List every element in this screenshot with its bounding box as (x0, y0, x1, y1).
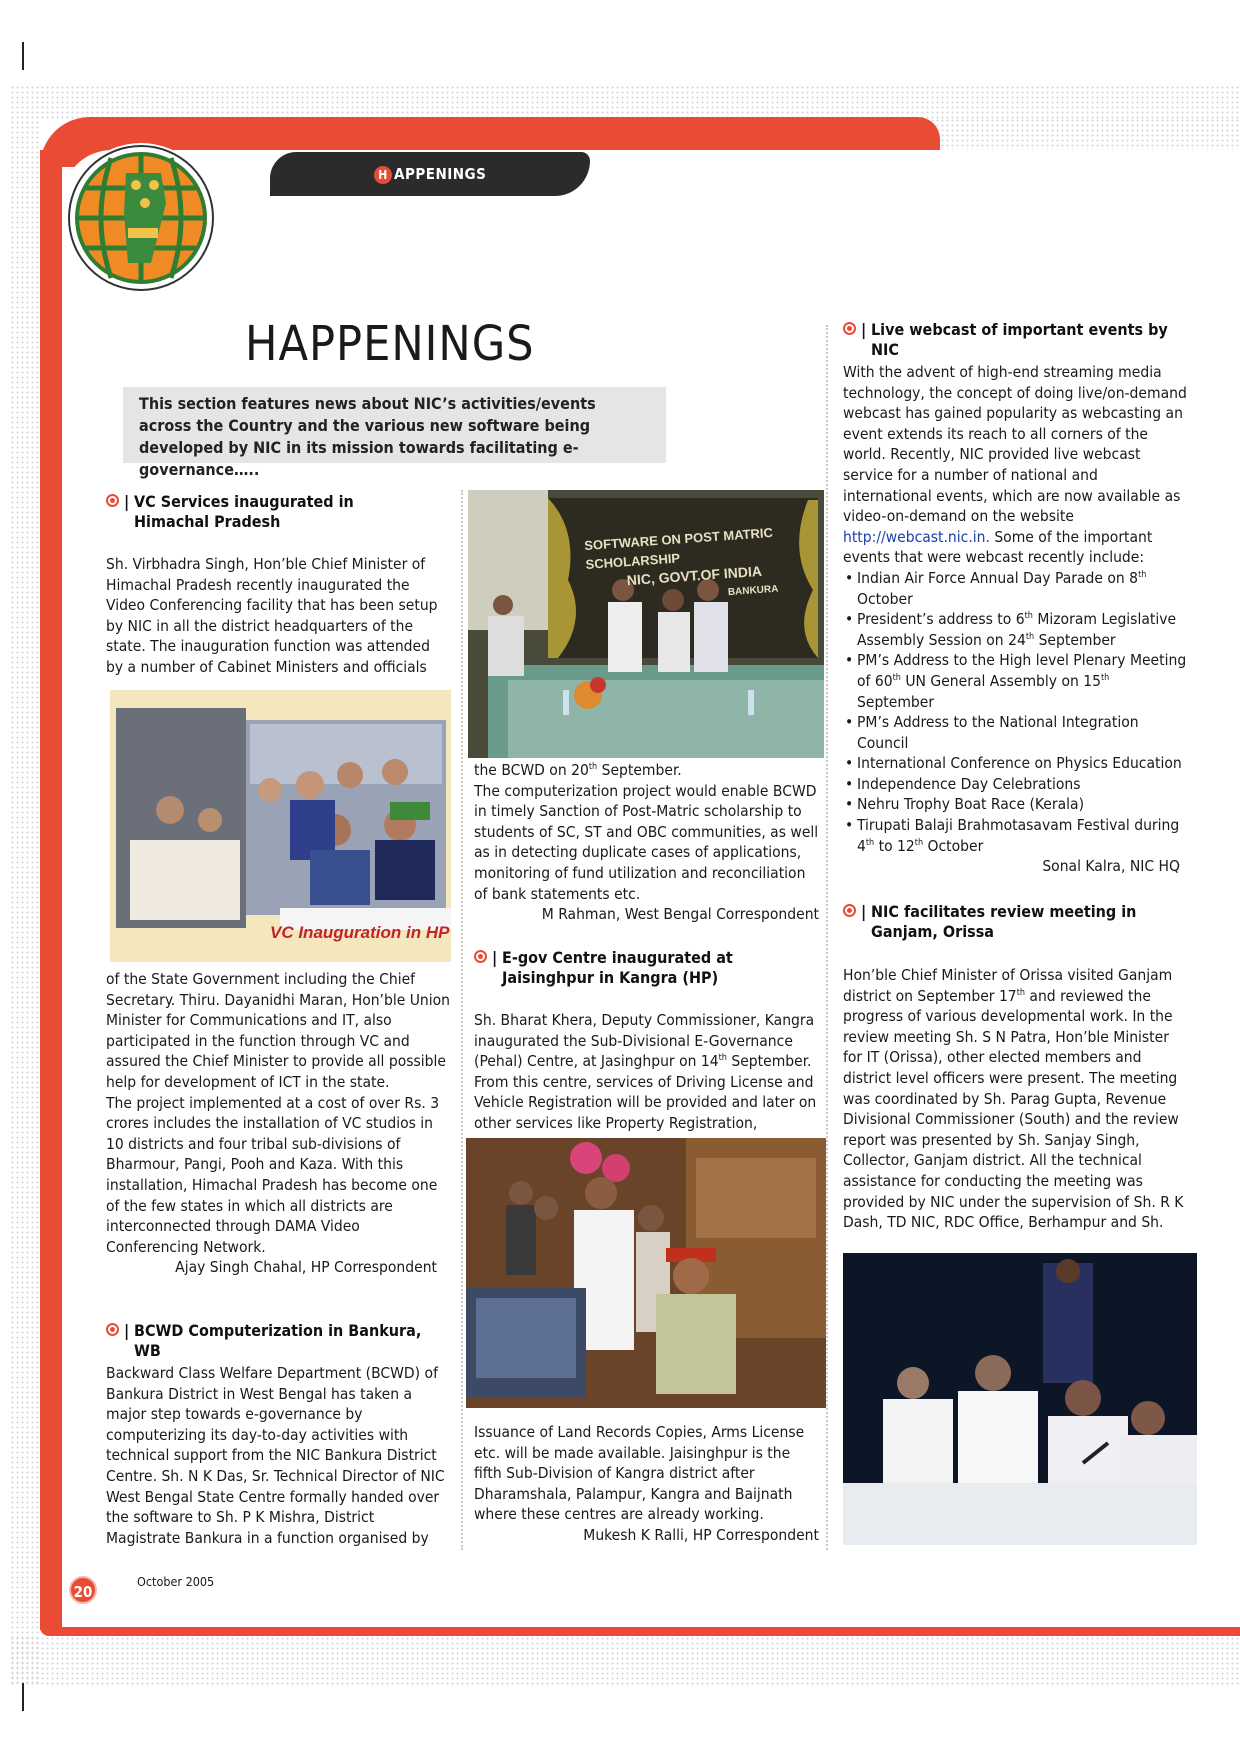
vc-p2: of the State Government including the Chief Secretary. Thiru. Dayanidhi Maran, Hon’ble Union Minister for Communications and IT, also participated in the function through VC and assured the Chief Minister to provide all possible help for development of ICT in the state. (106, 970, 451, 1091)
list-item: • PM’s Address to the National Integration Council (843, 712, 1188, 753)
bcwd-function-photo (468, 490, 824, 758)
heading-bullet-icon (106, 1323, 119, 1336)
dotted-background-top (10, 85, 1240, 120)
dotted-background-bottom (10, 1636, 1240, 1686)
egov-heading: | E-gov Centre inaugurated at Jaisinghpur in Kangra (HP) (474, 948, 824, 988)
intro-box: This section features news about NIC’s activities/events across the Country and the various new software being developed by NIC in its mission towards facilitating e-governance….. (123, 387, 666, 463)
vc-heading: | VC Services inaugurated in Himachal Pradesh (106, 492, 426, 532)
egov-heading-text: E-gov Centre inaugurated at Jaisinghpur in Kangra (HP) (502, 948, 733, 987)
column-separator-1 (461, 490, 463, 1550)
webcast-p1: With the advent of high-end streaming media technology, the concept of doing live/on-demand webcast has gained popularity as webcasting an event extends its reach to all corners of the world. Recently, NIC provided live webcast service for a number of national and international events, which are now available as video-on-demand on the website http://webcast.nic.in. Some of the important events that were webcast recently include: (843, 363, 1187, 567)
heading-bullet-icon (106, 494, 119, 507)
ganjam-heading: | NIC facilitates review meeting in Ganjam, Orissa (843, 902, 1188, 942)
vc-byline: Ajay Singh Chahal, HP Correspondent (175, 1258, 437, 1277)
tab-label-text: APPENINGS (394, 165, 487, 183)
bcwd-banner (584, 520, 819, 612)
heading-bullet-icon (843, 322, 856, 335)
vc-photo-caption: VC Inauguration in HP (270, 923, 450, 942)
webcast-paragraph (843, 362, 1188, 877)
egov-paragraph-2 (474, 1422, 819, 1546)
ganjam-meeting-photo (843, 1253, 1197, 1545)
list-item: • Independence Day Celebrations (843, 774, 1188, 795)
list-item: • Indian Air Force Annual Day Parade on 8th October (843, 568, 1188, 609)
bcwd-p3: The computerization project would enable BCWD in timely Sanction of Post-Matric scholarship to students of SC, ST and OBC communities, as well as in detecting duplicate cases of applications, monitoring of fund utilization and reconciliation of bank statements etc. (474, 781, 819, 903)
frame-bottom-band (40, 1627, 1240, 1636)
egov-p1: Sh. Bharat Khera, Deputy Commissioner, Kangra inaugurated the Sub-Divisional E-Governance (Pehal) Centre, at Jasinghpur on 14th September. From this centre, services of Driving License and Vehicle Registration will be provided and later on other services like Property Registration, (474, 1011, 817, 1132)
ganjam-meeting-photo-icon (843, 1253, 1197, 1545)
footer-date: October 2005 (137, 1574, 215, 1589)
bcwd-banner-line-3: BANKURA (727, 583, 779, 599)
bcwd-banner-line-1: SOFTWARE ON POST MATRIC SCHOLARSHIP (583, 524, 774, 573)
bcwd-heading-text: BCWD Computerization in Bankura, WB (134, 1321, 422, 1360)
vc-p1: Sh. Virbhadra Singh, Hon’ble Chief Minister of Himachal Pradesh recently inaugurated the Video Conferencing facility that has been setup by NIC in all the district headquarters of the state. The inauguration function was attended by a number of Cabinet Ministers and officials (106, 555, 438, 676)
bcwd-banner-line-2: NIC, GOVT.OF INDIA (626, 562, 763, 589)
bcwd-paragraph-2 (474, 760, 819, 925)
bcwd-byline: M Rahman, West Bengal Correspondent (541, 905, 819, 924)
egov-p2: Issuance of Land Records Copies, Arms License etc. will be made available. Jaisinghpur is the fifth Sub-Division of Kangra district after Dharamshala, Palampur, Kangra and Baijnath where these centres are already working. (474, 1423, 805, 1524)
ganjam-heading-text: NIC facilitates review meeting in Ganjam, Orissa (871, 902, 1137, 941)
tab-initial-icon: H (374, 166, 392, 184)
frame-left-band (40, 150, 62, 1630)
bcwd-heading: | BCWD Computerization in Bankura, WB (106, 1321, 446, 1361)
egov-centre-photo (466, 1138, 826, 1408)
heading-bullet-icon (843, 904, 856, 917)
webcast-link[interactable]: http://webcast.nic.in. (843, 527, 990, 546)
vc-meeting-photo-icon (110, 690, 451, 962)
dotted-background-left (10, 85, 40, 1685)
vc-paragraph-2 (106, 969, 451, 1278)
vc-paragraph-1 (106, 554, 446, 678)
heading-bullet-icon (474, 950, 487, 963)
webcast-byline: Sonal Kalra, NIC HQ (1042, 857, 1180, 876)
vc-inauguration-photo (110, 690, 451, 962)
list-item: • International Conference on Physics Education (843, 753, 1188, 774)
egov-paragraph-1 (474, 1010, 819, 1134)
bcwd-p1: Backward Class Welfare Department (BCWD) of Bankura District in West Bengal has taken a major step towards e-governance by computerizing its day-to-day activities with technical support from the NIC Bankura District Centre. Sh. N K Das, Sr. Technical Director of NIC West Bengal State Centre formally handed over the software to Sh. P K Mishra, District Magistrate Bankura in a function organised by (106, 1364, 445, 1547)
bcwd-paragraph-1 (106, 1363, 451, 1548)
list-item: • President’s address to 6th Mizoram Legislative Assembly Session on 24th September (843, 609, 1188, 650)
webcast-event-list (843, 568, 1188, 856)
dotted-background-right (930, 118, 1240, 150)
column-separator-2 (826, 325, 828, 1550)
egov-centre-photo-icon (466, 1138, 826, 1408)
page-title: HAPPENINGS (245, 316, 535, 372)
egov-byline: Mukesh K Ralli, HP Correspondent (583, 1525, 819, 1544)
bcwd-p2: the BCWD on 20th September. (474, 761, 682, 779)
section-logo (66, 143, 216, 293)
page-number-badge: 20 (69, 1576, 97, 1604)
crop-mark-bottom (22, 1683, 24, 1711)
section-tab-label (374, 165, 486, 184)
webcast-heading: | Live webcast of important events by NIC (843, 320, 1188, 360)
list-item: • Tirupati Balaji Brahmotasavam Festival during 4th to 12th October (843, 815, 1188, 856)
vc-p3: The project implemented at a cost of over Rs. 3 crores includes the installation of VC studios in 10 districts and four tribal sub-divisions of Bharmour, Pangi, Pooh and Kaza. With this installation, Himachal Pradesh has become one of the few states in which all districts are interconnected through DAMA Video Conferencing Network. (106, 1093, 440, 1256)
globe-logo-icon (66, 143, 216, 293)
ganjam-p1: Hon’ble Chief Minister of Orissa visited Ganjam district on September 17th and reviewed the progress of various developmental work. In the review meeting Sh. S N Patra, Hon’ble Minister for IT (Orissa), other elected members and district level officers were present. The meeting was coordinated by Sh. Parag Gupta, Revenue Divisional Commissioner (South) and the review report was presented by Sh. Sanjay Singh, Collector, Ganjam district. All the technical assistance for conducting the meeting was provided by NIC under the supervision of Sh. R K Dash, TD NIC, RDC Office, Berhampur and Sh. (843, 966, 1184, 1232)
ganjam-paragraph (843, 965, 1188, 1233)
webcast-heading-text: Live webcast of important events by NIC (871, 320, 1168, 359)
list-item: • PM’s Address to the High level Plenary Meeting of 60th UN General Assembly on 15th September (843, 650, 1188, 712)
crop-mark-top (22, 42, 24, 70)
list-item: • Nehru Trophy Boat Race (Kerala) (843, 794, 1188, 815)
vc-heading-text: VC Services inaugurated in Himachal Pradesh (134, 492, 354, 531)
